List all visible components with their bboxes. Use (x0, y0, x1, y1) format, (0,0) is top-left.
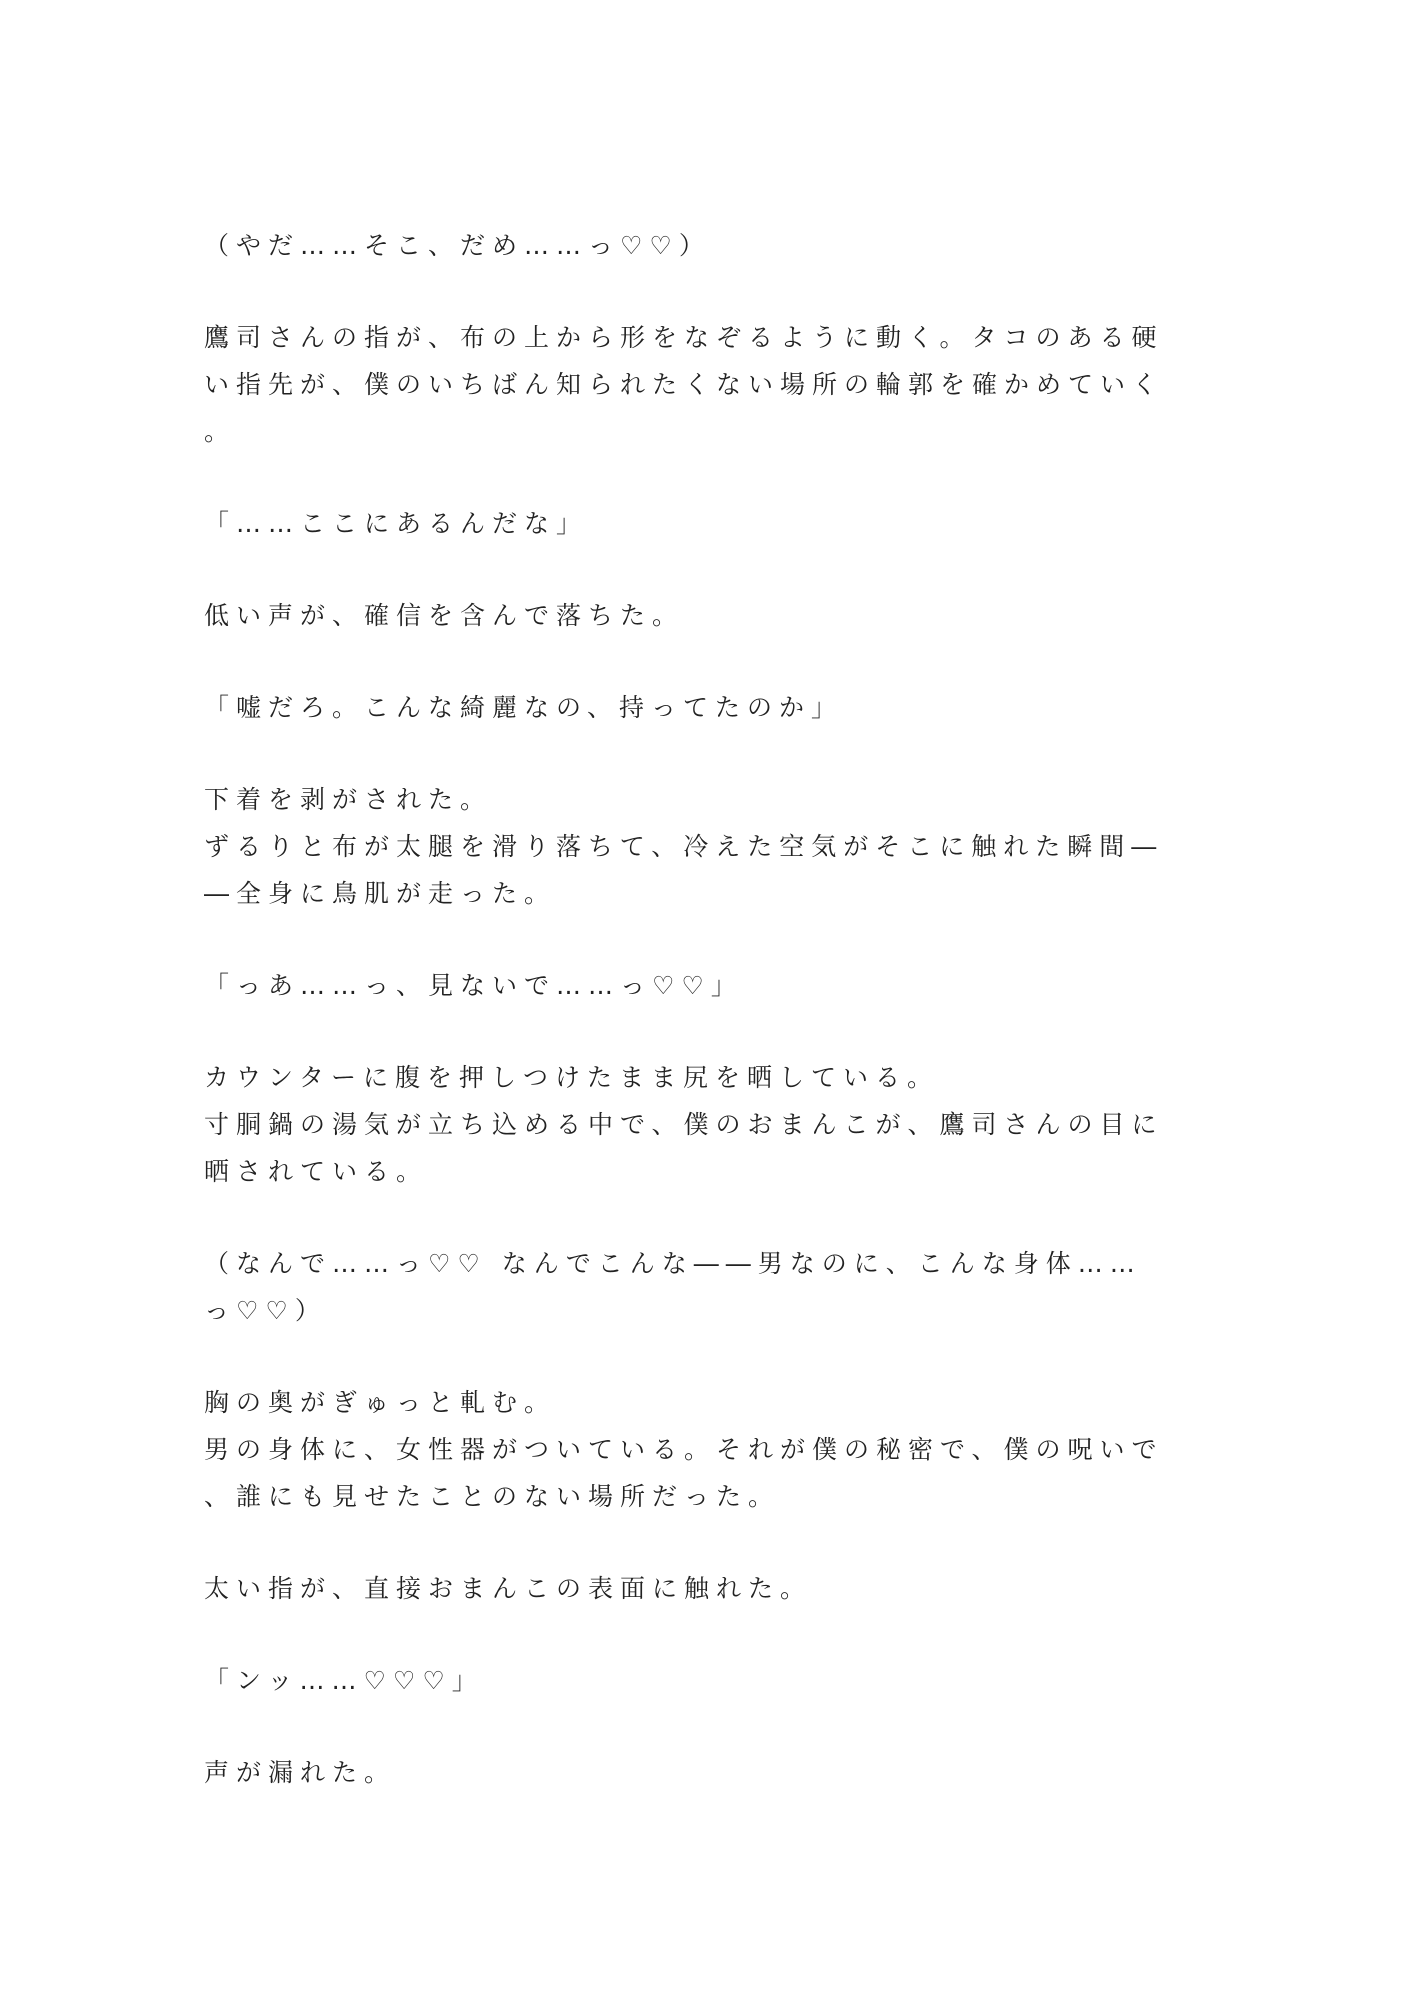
paragraph (204, 314, 1204, 455)
text-line: 下着を剥がされた。 (204, 785, 493, 814)
text-line: い指先が、僕のいちばん知られたくない場所の輪郭を確かめていく (204, 370, 1165, 399)
text-line: 声が漏れた。 (204, 1758, 397, 1787)
text-line: 「嘘だろ。こんな綺麗なの、持ってたのか」 (204, 693, 844, 722)
paragraph (204, 500, 1204, 547)
text-line: 鷹司さんの指が、布の上から形をなぞるように動く。タコのある硬 (204, 323, 1164, 352)
paragraph (204, 1749, 1204, 1796)
text-line: 太い指が、直接おまんこの表面に触れた。 (204, 1574, 813, 1603)
paragraph (204, 222, 1204, 269)
paragraph (204, 1379, 1204, 1520)
text-line: 寸胴鍋の湯気が立ち込める中で、僕のおまんこが、鷹司さんの目に (204, 1110, 1164, 1139)
paragraph (204, 1054, 1204, 1195)
text-line: 晒されている。 (204, 1157, 429, 1186)
paragraph (204, 962, 1204, 1009)
text-line: 男の身体に、女性器がついている。それが僕の秘密で、僕の呪いで (204, 1435, 1164, 1464)
paragraph (204, 592, 1204, 639)
paragraph (204, 1240, 1204, 1334)
paragraph (204, 776, 1204, 917)
text-line: 「ンッ……♡♡♡」 (204, 1666, 484, 1695)
document-body (204, 222, 1204, 1841)
text-line: ―全身に鳥肌が走った。 (204, 879, 557, 908)
text-line: 「っあ……っ、見ないで……っ♡♡」 (204, 971, 743, 1000)
paragraph (204, 684, 1204, 731)
text-line: っ♡♡） (204, 1296, 327, 1325)
text-line: 、誰にも見せたことのない場所だった。 (204, 1482, 781, 1511)
text-line: （やだ……そこ、だめ……っ♡♡） (204, 231, 711, 260)
text-line: カウンターに腹を押しつけたまま尻を晒している。 (204, 1063, 940, 1092)
paragraph (204, 1565, 1204, 1612)
text-line: 胸の奥がぎゅっと軋む。 (204, 1388, 557, 1417)
text-line: （なんで……っ♡♡ なんでこんな――男なのに、こんな身体…… (204, 1249, 1142, 1278)
text-line: 。 (204, 417, 237, 446)
paragraph (204, 1657, 1204, 1704)
text-line: ずるりと布が太腿を滑り落ちて、冷えた空気がそこに触れた瞬間― (204, 832, 1164, 861)
text-line: 低い声が、確信を含んで落ちた。 (204, 601, 685, 630)
text-line: 「……ここにあるんだな」 (204, 509, 589, 538)
